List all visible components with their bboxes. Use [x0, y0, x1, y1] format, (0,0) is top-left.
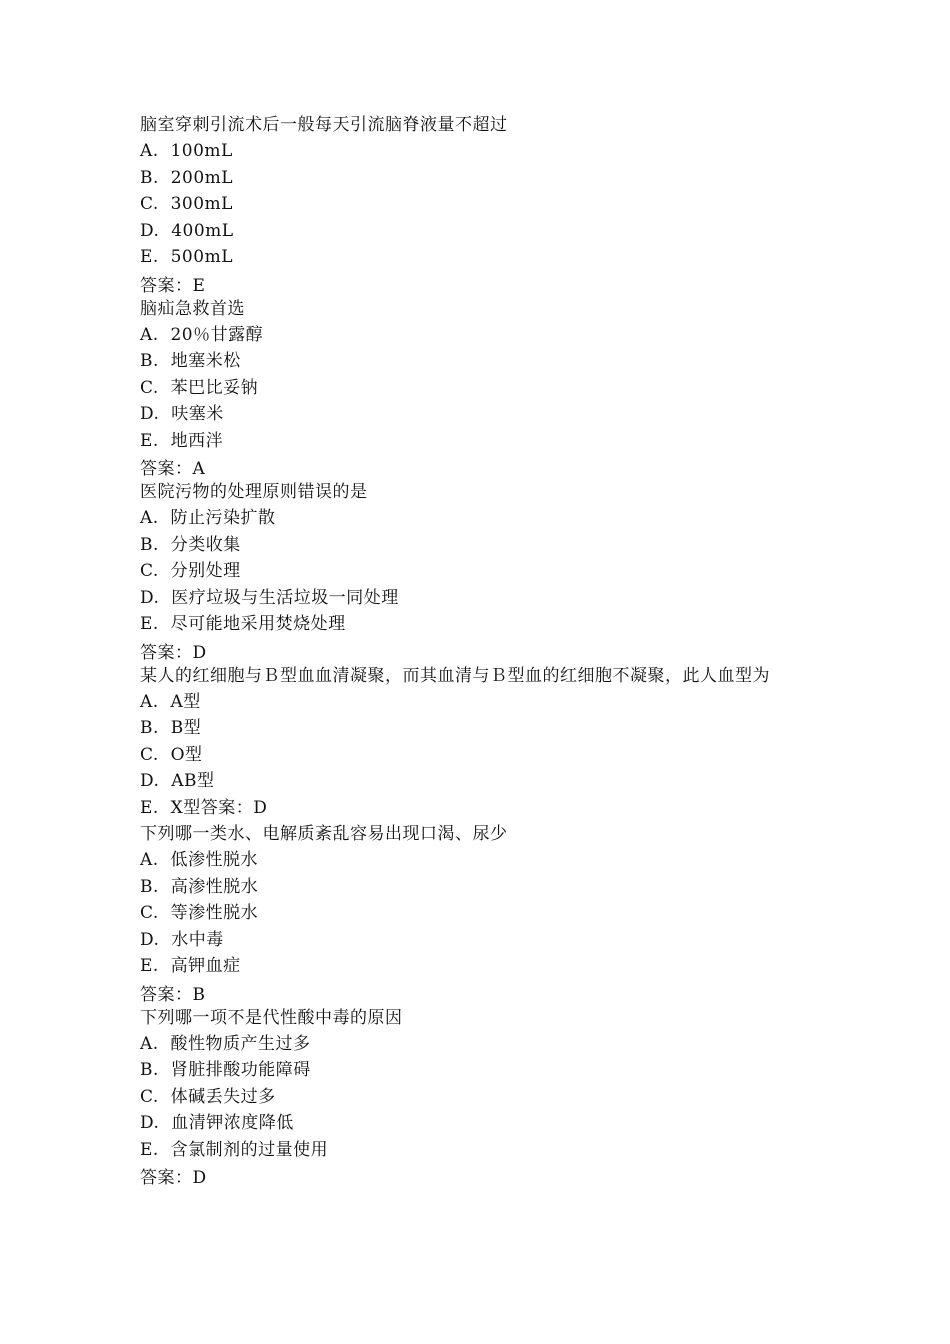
option-c: C. 分别处理	[140, 561, 241, 581]
option-e: E. 尽可能地采用焚烧处理	[140, 614, 346, 634]
option-d: D. 水中毒	[140, 929, 224, 950]
option-d: D. 血清钾浓度降低	[140, 1113, 294, 1133]
option-c: C. 300mL	[140, 194, 233, 214]
question-list	[140, 112, 820, 1188]
option-b: B. 地塞米松	[140, 351, 241, 371]
option-d: D. 医疗垃圾与生活垃圾一同处理	[140, 587, 399, 608]
question-block	[140, 663, 820, 822]
answer-line: 答案：B	[140, 984, 206, 1005]
question-stem: 脑疝急救首选	[140, 298, 245, 319]
option-e: E. 高钾血症	[140, 956, 241, 976]
answer-line: 答案：D	[140, 642, 207, 663]
option-c: C. 苯巴比妥钠	[140, 377, 259, 398]
option-c: C. 等渗性脱水	[140, 903, 259, 923]
option-b: B. 高渗性脱水	[140, 876, 259, 897]
option-e: E. 500mL	[140, 247, 233, 267]
question-stem: 某人的红细胞与Ｂ型血血清凝聚，而其血清与Ｂ型血的红细胞不凝聚，此人血型为	[140, 665, 770, 686]
question-stem: 下列哪一项不是代性酸中毒的原因	[140, 1007, 403, 1028]
option-a: A. 防止污染扩散	[140, 508, 276, 528]
question-block	[140, 296, 820, 480]
option-a: A. A型	[140, 691, 201, 712]
option-b: B. B型	[140, 718, 202, 738]
option-d: D. 呋塞米	[140, 404, 224, 424]
question-stem: 下列哪一类水、电解质紊乱容易出现口渴、尿少	[140, 824, 508, 844]
option-a: A. 低渗性脱水	[140, 850, 258, 870]
answer-line: 答案：E	[140, 275, 206, 296]
option-d: D. 400mL	[140, 220, 234, 241]
question-block	[140, 112, 820, 296]
option-e: E. 地西泮	[140, 430, 224, 451]
option-a: A. 20％甘露醇	[140, 324, 264, 345]
question-block	[140, 821, 820, 1005]
answer-line: 答案：D	[140, 1168, 207, 1188]
answer-line: 答案：A	[140, 459, 206, 479]
option-c: C. O型	[140, 744, 203, 765]
option-e: E. 含氯制剂的过量使用	[140, 1139, 329, 1160]
question-stem: 脑室穿刺引流术后一般每天引流脑脊液量不超过	[140, 115, 508, 135]
option-a: A. 100mL	[140, 141, 233, 161]
option-d: D. AB型	[140, 771, 215, 791]
option-b: B. 肾脏排酸功能障碍	[140, 1060, 311, 1080]
option-b: B. 200mL	[140, 167, 234, 188]
option-a: A. 酸性物质产生过多	[140, 1033, 311, 1054]
question-block	[140, 1005, 820, 1189]
option-b: B. 分类收集	[140, 534, 241, 555]
question-stem: 医院污物的处理原则错误的是	[140, 482, 368, 502]
option-e: E. X型答案：D	[140, 797, 268, 818]
question-block	[140, 479, 820, 663]
option-c: C. 体碱丢失过多	[140, 1086, 276, 1107]
